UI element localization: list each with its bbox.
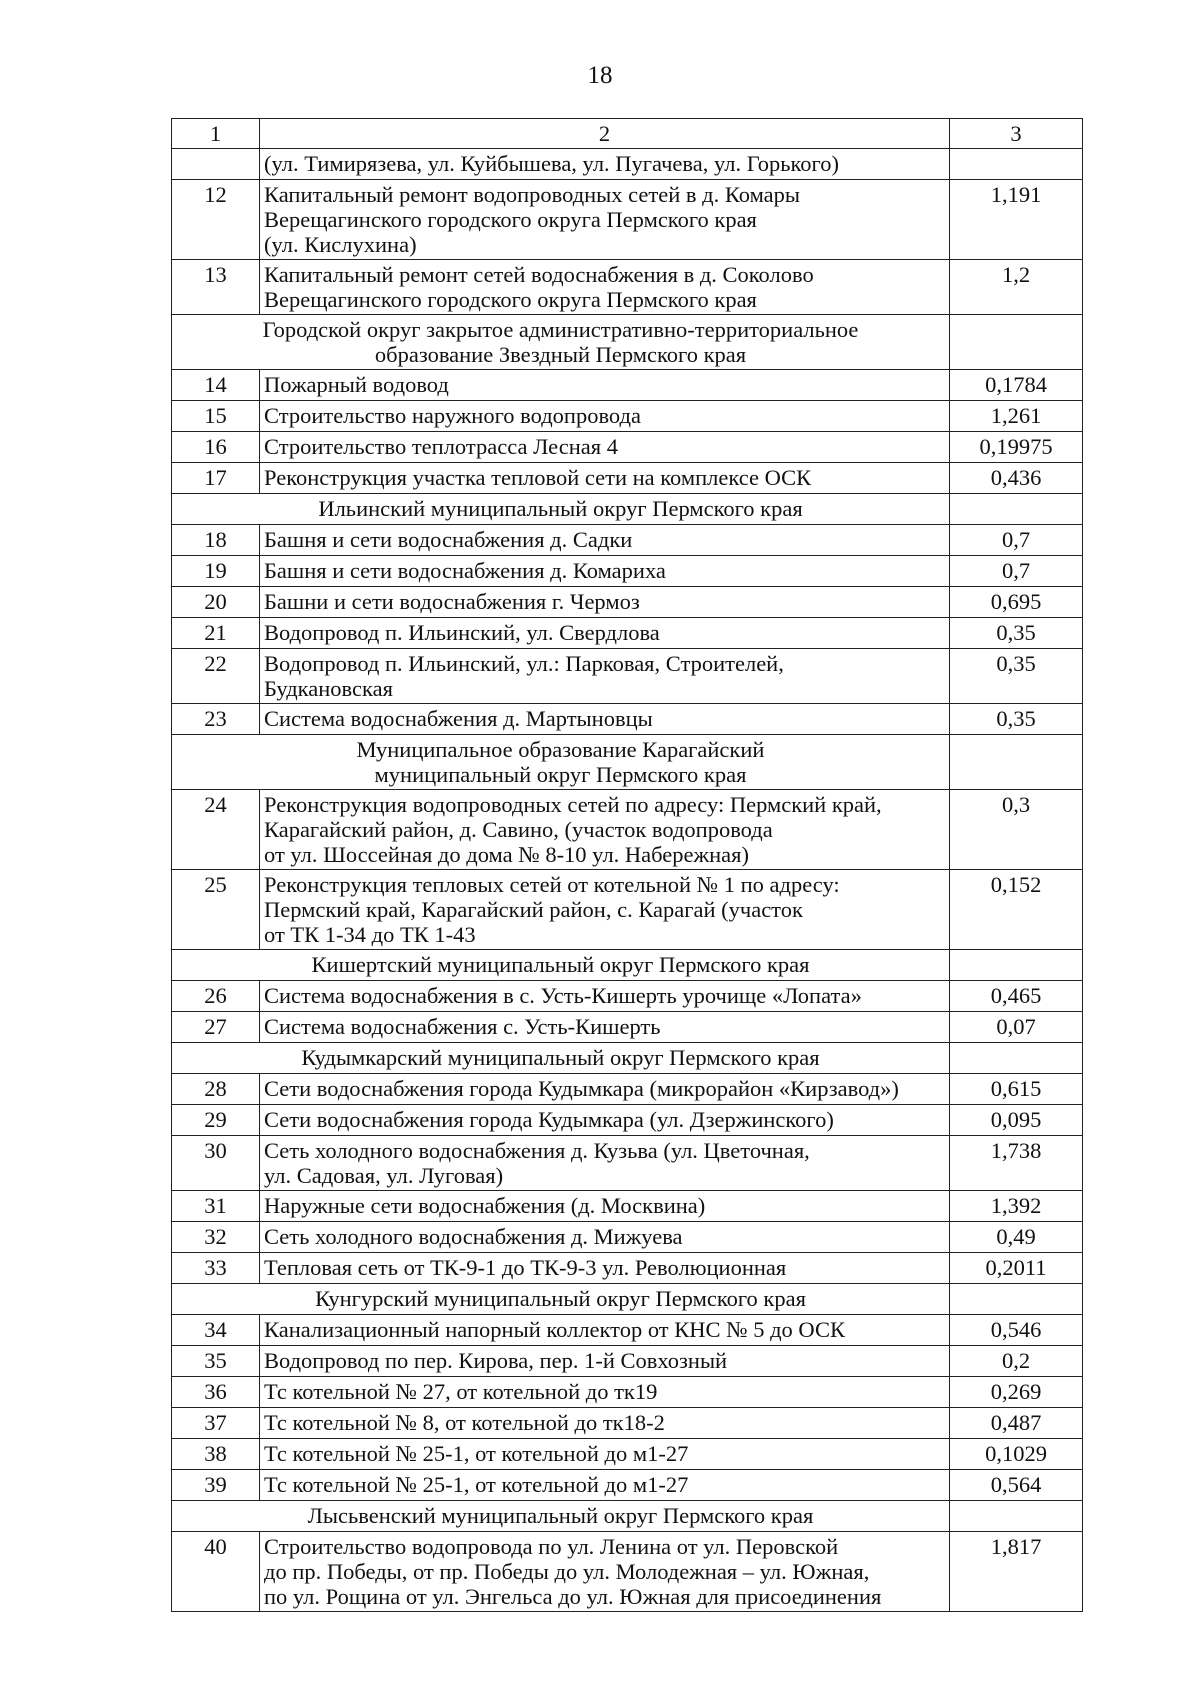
row-value: 0,487 — [950, 1408, 1083, 1439]
row-description: Наружные сети водоснабжения (д. Москвина) — [260, 1191, 950, 1222]
section-row — [172, 950, 1083, 981]
row-number: 31 — [172, 1191, 260, 1222]
table-row — [172, 401, 1083, 432]
section-title: Лысьвенский муниципальный округ Пермского края — [172, 1501, 950, 1532]
section-value-cell — [950, 1043, 1083, 1074]
table-row — [172, 1439, 1083, 1470]
row-description: Система водоснабжения д. Мартыновцы — [260, 704, 950, 735]
row-description: Строительство водопровода по ул. Ленина от ул. Перовской до пр. Победы, от пр. Победы до ул. Молодежная – ул. Южная, по ул. Рощина от ул. Энгельса до ул. Южная для присоединения — [260, 1532, 950, 1612]
table-row — [172, 1408, 1083, 1439]
row-description: Система водоснабжения с. Усть-Кишерть — [260, 1012, 950, 1043]
table-row — [172, 587, 1083, 618]
section-title: Городской округ закрытое административно-территориальное образование Звездный Пермского края — [172, 315, 950, 370]
row-description: Строительство теплотрасса Лесная 4 — [260, 432, 950, 463]
row-value: 0,546 — [950, 1315, 1083, 1346]
row-description: Реконструкция тепловых сетей от котельной № 1 по адресу: Пермский край, Карагайский район, с. Карагай (участок от ТК 1-34 до ТК 1-43 — [260, 870, 950, 950]
row-number: 37 — [172, 1408, 260, 1439]
section-title: Кишертский муниципальный округ Пермского края — [172, 950, 950, 981]
row-number: 16 — [172, 432, 260, 463]
row-description: Сеть холодного водоснабжения д. Мижуева — [260, 1222, 950, 1253]
section-title: Муниципальное образование Карагайский муниципальный округ Пермского края — [172, 735, 950, 790]
row-number: 19 — [172, 556, 260, 587]
table-row — [172, 525, 1083, 556]
table-row — [172, 1253, 1083, 1284]
row-description: Капитальный ремонт сетей водоснабжения в д. Соколово Верещагинского городского округа Пермского края — [260, 260, 950, 315]
row-description: Тс котельной № 8, от котельной до тк18-2 — [260, 1408, 950, 1439]
row-value: 0,436 — [950, 463, 1083, 494]
row-value: 0,152 — [950, 870, 1083, 950]
table-row — [172, 870, 1083, 950]
row-number: 18 — [172, 525, 260, 556]
row-value: 0,465 — [950, 981, 1083, 1012]
row-value: 1,392 — [950, 1191, 1083, 1222]
section-row — [172, 1501, 1083, 1532]
row-number: 40 — [172, 1532, 260, 1612]
page-number: 18 — [587, 62, 613, 89]
row-number: 39 — [172, 1470, 260, 1501]
header-col-3: 3 — [950, 119, 1083, 149]
table-row — [172, 1346, 1083, 1377]
row-description: Канализационный напорный коллектор от КНС № 5 до ОСК — [260, 1315, 950, 1346]
row-number: 22 — [172, 649, 260, 704]
table-row — [172, 1377, 1083, 1408]
row-number: 23 — [172, 704, 260, 735]
row-number: 38 — [172, 1439, 260, 1470]
row-description: Водопровод по пер. Кирова, пер. 1-й Совхозный — [260, 1346, 950, 1377]
row-description: Тс котельной № 25-1, от котельной до м1-27 — [260, 1439, 950, 1470]
infrastructure-table — [171, 118, 1083, 1612]
section-row — [172, 1043, 1083, 1074]
row-value: 0,695 — [950, 587, 1083, 618]
table-row — [172, 1074, 1083, 1105]
table-row — [172, 1532, 1083, 1612]
row-description: Водопровод п. Ильинский, ул. Свердлова — [260, 618, 950, 649]
row-number: 20 — [172, 587, 260, 618]
row-description: Пожарный водовод — [260, 370, 950, 401]
row-number — [172, 149, 260, 180]
row-number: 27 — [172, 1012, 260, 1043]
table-row — [172, 1012, 1083, 1043]
table-row — [172, 1222, 1083, 1253]
table-row — [172, 1191, 1083, 1222]
row-number: 13 — [172, 260, 260, 315]
row-value: 0,269 — [950, 1377, 1083, 1408]
row-value: 1,191 — [950, 180, 1083, 260]
row-number: 12 — [172, 180, 260, 260]
section-value-cell — [950, 950, 1083, 981]
row-description: Реконструкция участка тепловой сети на комплексе ОСК — [260, 463, 950, 494]
section-row — [172, 494, 1083, 525]
row-description: Сети водоснабжения города Кудымкара (микрорайон «Кирзавод») — [260, 1074, 950, 1105]
section-value-cell — [950, 494, 1083, 525]
table-row — [172, 618, 1083, 649]
row-description: Система водоснабжения в с. Усть-Кишерть урочище «Лопата» — [260, 981, 950, 1012]
table-body — [172, 119, 1083, 1612]
table-row — [172, 790, 1083, 870]
row-value: 0,35 — [950, 704, 1083, 735]
table-row — [172, 1136, 1083, 1191]
section-value-cell — [950, 735, 1083, 790]
row-description: Сети водоснабжения города Кудымкара (ул. Дзержинского) — [260, 1105, 950, 1136]
row-value: 0,07 — [950, 1012, 1083, 1043]
table-header-row — [172, 119, 1083, 149]
row-number: 34 — [172, 1315, 260, 1346]
row-description: Тс котельной № 25-1, от котельной до м1-27 — [260, 1470, 950, 1501]
section-value-cell — [950, 1284, 1083, 1315]
row-number: 25 — [172, 870, 260, 950]
row-number: 14 — [172, 370, 260, 401]
section-title: Ильинский муниципальный округ Пермского края — [172, 494, 950, 525]
table-row — [172, 1315, 1083, 1346]
row-value: 0,2011 — [950, 1253, 1083, 1284]
section-row — [172, 735, 1083, 790]
table-row — [172, 260, 1083, 315]
section-row — [172, 315, 1083, 370]
row-value: 0,2 — [950, 1346, 1083, 1377]
table-row — [172, 463, 1083, 494]
table-row — [172, 1105, 1083, 1136]
row-value: 1,738 — [950, 1136, 1083, 1191]
row-number: 24 — [172, 790, 260, 870]
row-description: Башни и сети водоснабжения г. Чермоз — [260, 587, 950, 618]
section-row — [172, 1284, 1083, 1315]
row-description: Тепловая сеть от ТК-9-1 до ТК-9-3 ул. Революционная — [260, 1253, 950, 1284]
row-number: 32 — [172, 1222, 260, 1253]
row-value: 0,1784 — [950, 370, 1083, 401]
row-value: 1,2 — [950, 260, 1083, 315]
row-number: 28 — [172, 1074, 260, 1105]
row-value: 0,7 — [950, 556, 1083, 587]
row-description: (ул. Тимирязева, ул. Куйбышева, ул. Пугачева, ул. Горького) — [260, 149, 950, 180]
row-number: 26 — [172, 981, 260, 1012]
row-description: Реконструкция водопроводных сетей по адресу: Пермский край, Карагайский район, д. Савино, (участок водопровода от ул. Шоссейная до дома № 8-10 ул. Набережная) — [260, 790, 950, 870]
section-value-cell — [950, 1501, 1083, 1532]
row-value: 0,3 — [950, 790, 1083, 870]
row-description: Башня и сети водоснабжения д. Комариха — [260, 556, 950, 587]
row-description: Башня и сети водоснабжения д. Садки — [260, 525, 950, 556]
table-row — [172, 149, 1083, 180]
row-value: 0,49 — [950, 1222, 1083, 1253]
row-number: 36 — [172, 1377, 260, 1408]
row-description: Капитальный ремонт водопроводных сетей в д. Комары Верещагинского городского округа Пермского края (ул. Кислухина) — [260, 180, 950, 260]
row-value: 0,35 — [950, 618, 1083, 649]
row-value: 0,35 — [950, 649, 1083, 704]
header-col-2: 2 — [260, 119, 950, 149]
row-value: 1,261 — [950, 401, 1083, 432]
row-value: 0,095 — [950, 1105, 1083, 1136]
table-row — [172, 556, 1083, 587]
row-value: 0,564 — [950, 1470, 1083, 1501]
row-number: 33 — [172, 1253, 260, 1284]
section-title: Кунгурский муниципальный округ Пермского края — [172, 1284, 950, 1315]
table-row — [172, 1470, 1083, 1501]
row-value: 0,1029 — [950, 1439, 1083, 1470]
row-number: 29 — [172, 1105, 260, 1136]
row-value: 0,7 — [950, 525, 1083, 556]
row-number: 35 — [172, 1346, 260, 1377]
row-number: 30 — [172, 1136, 260, 1191]
table-row — [172, 370, 1083, 401]
table-row — [172, 180, 1083, 260]
row-description: Водопровод п. Ильинский, ул.: Парковая, Строителей, Будкановская — [260, 649, 950, 704]
section-title: Кудымкарский муниципальный округ Пермского края — [172, 1043, 950, 1074]
row-value: 0,615 — [950, 1074, 1083, 1105]
row-description: Сеть холодного водоснабжения д. Кузьва (ул. Цветочная, ул. Садовая, ул. Луговая) — [260, 1136, 950, 1191]
row-number: 15 — [172, 401, 260, 432]
row-value — [950, 149, 1083, 180]
section-value-cell — [950, 315, 1083, 370]
header-col-1: 1 — [172, 119, 260, 149]
row-value: 0,19975 — [950, 432, 1083, 463]
row-description: Тс котельной № 27, от котельной до тк19 — [260, 1377, 950, 1408]
row-number: 21 — [172, 618, 260, 649]
table-row — [172, 704, 1083, 735]
table-row — [172, 981, 1083, 1012]
table-row — [172, 649, 1083, 704]
row-number: 17 — [172, 463, 260, 494]
row-value: 1,817 — [950, 1532, 1083, 1612]
row-description: Строительство наружного водопровода — [260, 401, 950, 432]
table-row — [172, 432, 1083, 463]
